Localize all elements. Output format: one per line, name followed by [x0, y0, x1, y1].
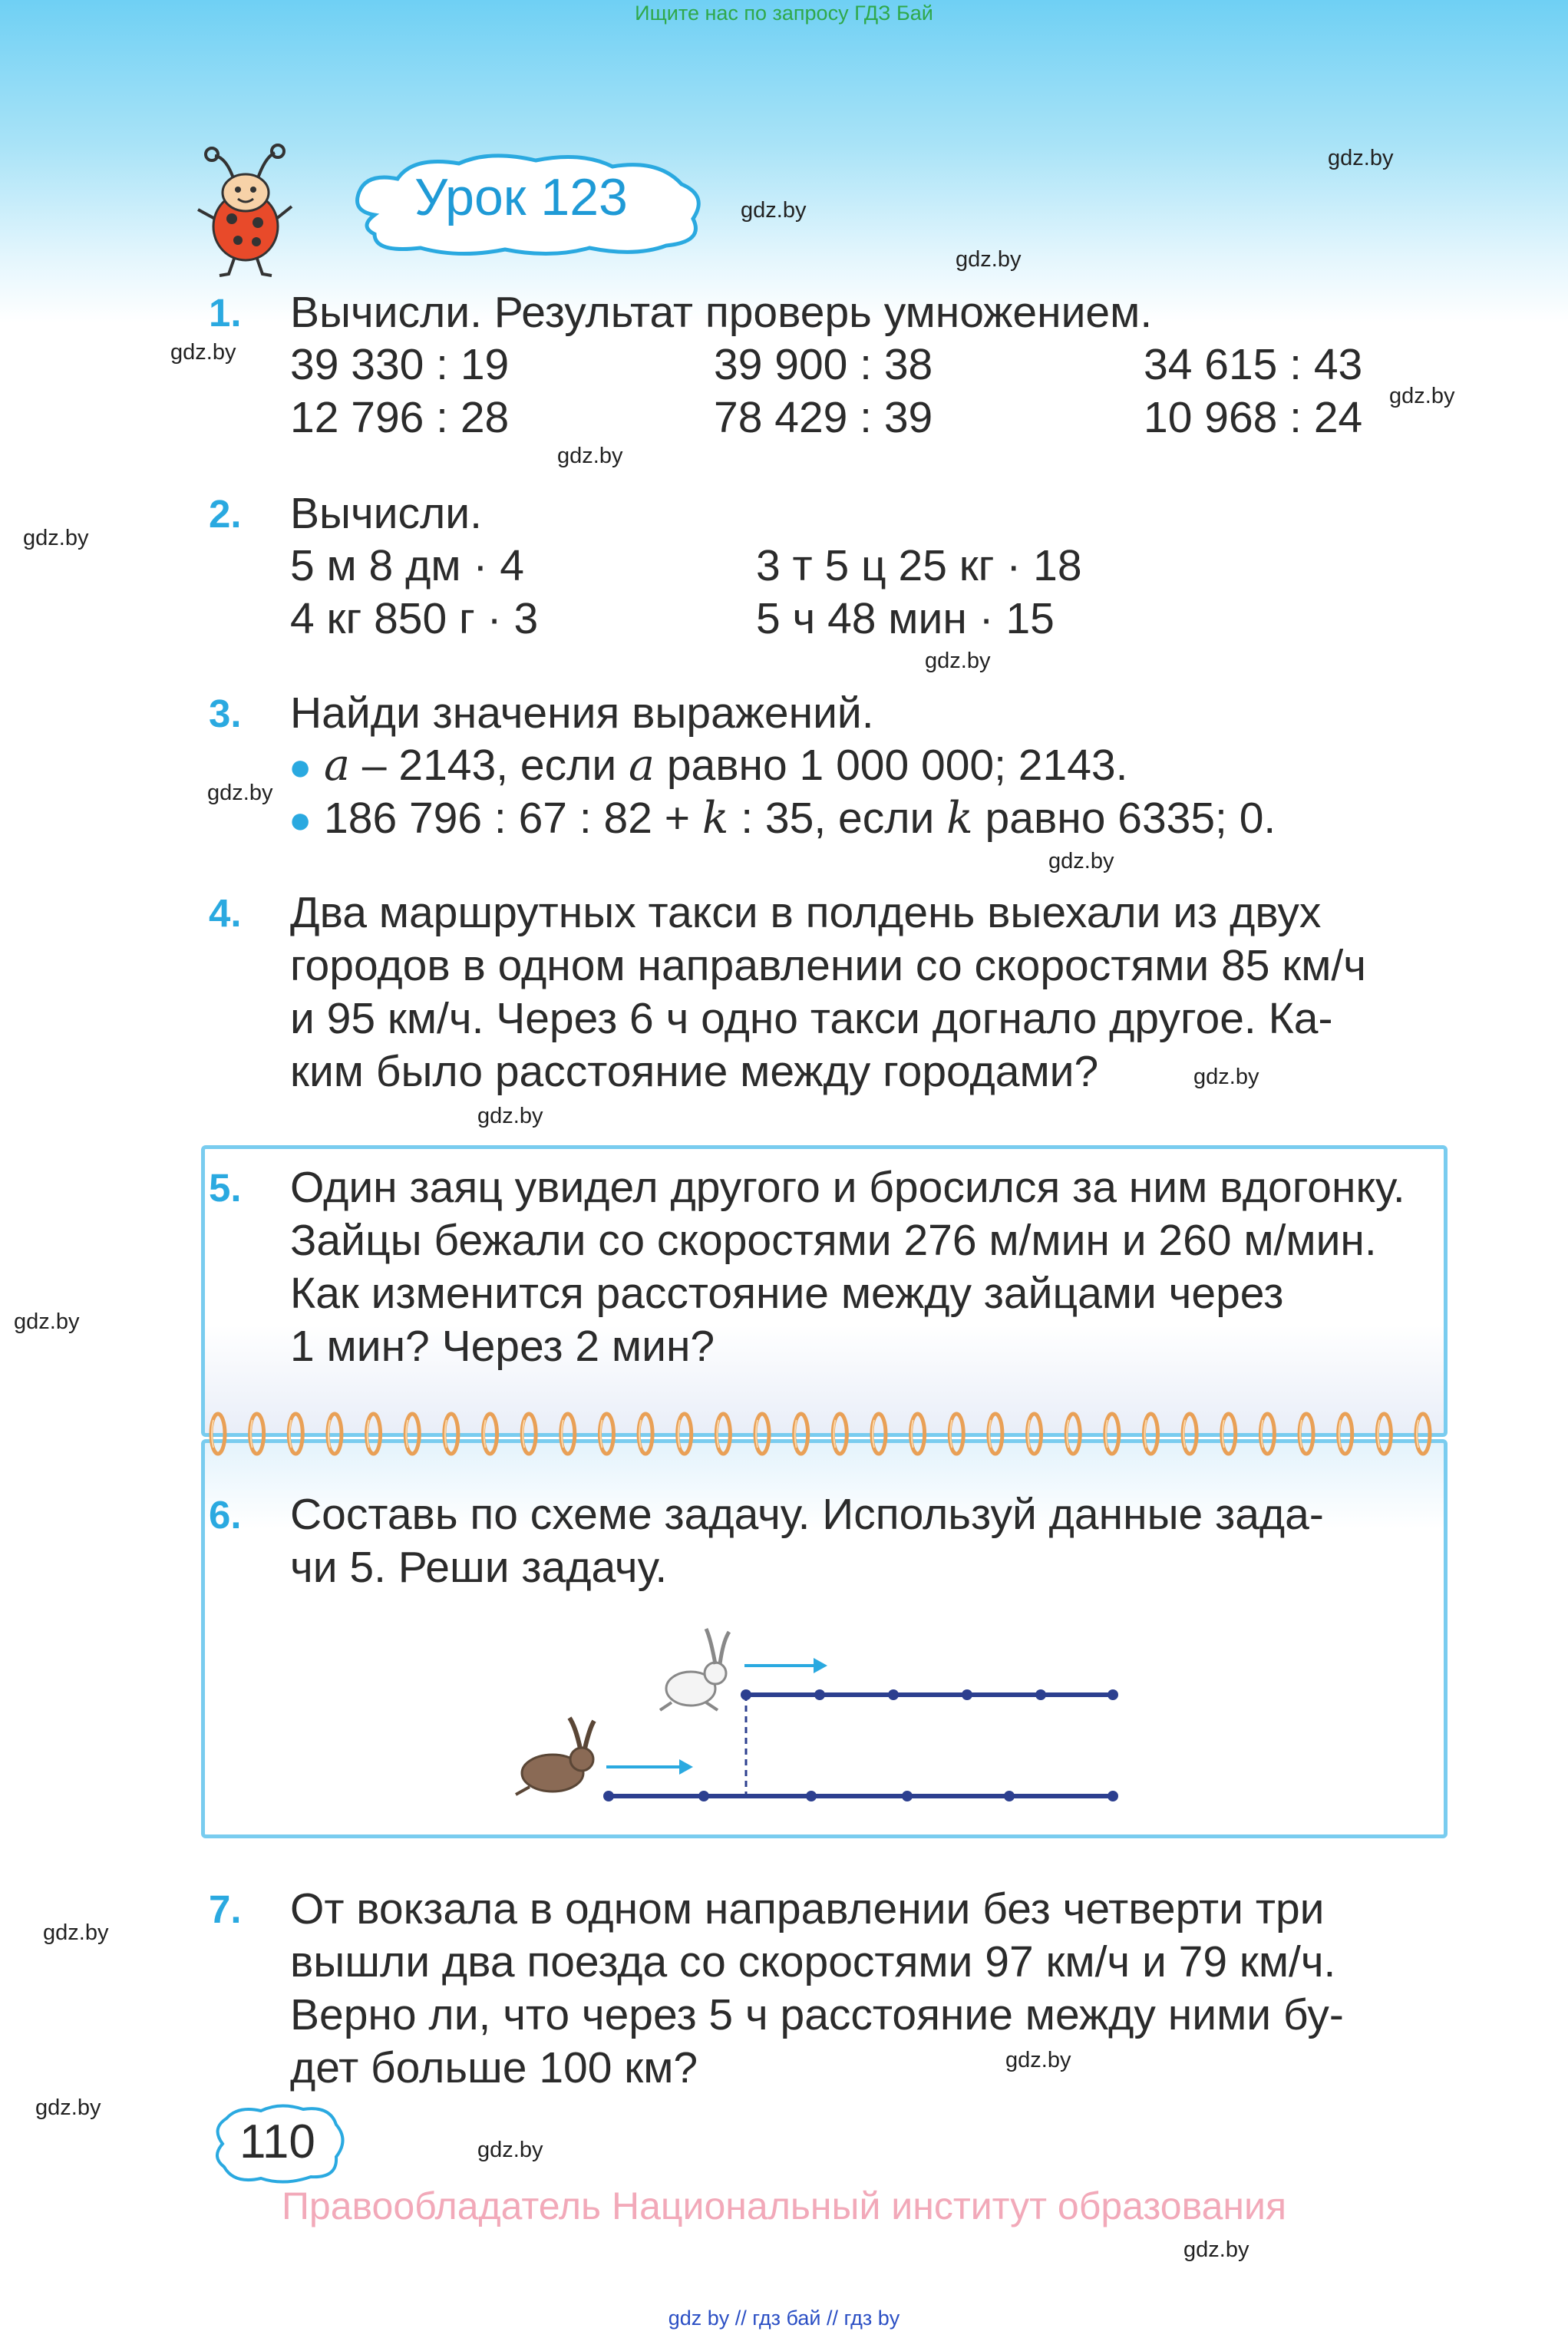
spiral-ring — [639, 1414, 652, 1454]
task-5-line: 1 мин? Через 2 мин? — [290, 1322, 715, 1371]
task-7-line: Верно ли, что через 5 ч расстояние между ними бу- — [290, 1990, 1344, 2039]
task-4-line: ким было расстояние между городами? — [290, 1047, 1099, 1096]
watermark: gdz.by — [956, 247, 1022, 272]
task-4-line: и 95 км/ч. Через 6 ч одно такси догнало другое. Ка- — [290, 994, 1333, 1043]
expr-part: равно 6335; 0. — [972, 794, 1276, 843]
task-6-line: чи 5. Реши задачу. — [290, 1543, 668, 1592]
task-1-expr: 12 796 : 28 — [290, 393, 510, 442]
top-path-point — [1035, 1689, 1046, 1700]
watermark: gdz.by — [14, 1309, 80, 1334]
task-2-expr: 5 ч 48 мин · 15 — [756, 594, 1055, 643]
task-4-line: Два маршрутных такси в полдень выехали из двух — [290, 888, 1322, 937]
watermark: gdz.by — [925, 649, 991, 673]
task-7-line: От вокзала в одном направлении без четверти три — [290, 1884, 1325, 1933]
watermark: gdz.by — [477, 2138, 543, 2162]
spiral-ring — [444, 1414, 458, 1454]
bottom-site-note[interactable]: gdz by // гдз бай // гдз by — [668, 2307, 900, 2330]
spiral-ring — [1339, 1414, 1352, 1454]
task-7-line: вышли два поезда со скоростями 97 км/ч и 79 км/ч. — [290, 1937, 1336, 1986]
watermark: gdz.by — [557, 444, 623, 468]
top-path-point — [962, 1689, 972, 1700]
task-3-bullet-1 — [289, 740, 1127, 791]
watermark: gdz.by — [1048, 849, 1114, 873]
task-5-line: Как изменится расстояние между зайцами через — [290, 1269, 1284, 1318]
task-2-text: Вычисли. — [290, 489, 482, 538]
watermark: gdz.by — [23, 526, 89, 550]
spiral-ring — [1377, 1414, 1391, 1454]
spiral-ring — [949, 1414, 963, 1454]
task-3-number: 3. — [209, 692, 242, 735]
spiral-ring — [716, 1414, 730, 1454]
spiral-ring — [755, 1414, 769, 1454]
spiral-ring — [289, 1414, 302, 1454]
bullet-icon: ● — [289, 798, 312, 841]
bottom-path-point — [806, 1791, 817, 1801]
brown-hare-icon — [516, 1718, 594, 1795]
bottom-path-point — [1108, 1791, 1118, 1801]
task-1-number: 1. — [209, 291, 242, 335]
bottom-speed-arrow-icon — [606, 1759, 693, 1775]
watermark: gdz.by — [1389, 384, 1455, 408]
task-2-number: 2. — [209, 492, 242, 536]
bottom-path-point — [698, 1791, 709, 1801]
spiral-ring — [989, 1414, 1002, 1454]
task-1-expr: 39 900 : 38 — [714, 340, 933, 389]
spiral-ring — [1066, 1414, 1080, 1454]
lesson-title: Урок 123 — [414, 168, 628, 226]
watermark: gdz.by — [170, 340, 236, 365]
watermark: gdz.by — [1005, 2048, 1071, 2072]
task-4-number: 4. — [209, 891, 242, 935]
top-path-point — [1108, 1689, 1118, 1700]
ladybug-mascot-icon — [192, 142, 299, 280]
top-search-note: Ищите нас по запросу ГДЗ Бай — [635, 2, 933, 25]
task-7-number: 7. — [209, 1887, 242, 1931]
spiral-ring — [1260, 1414, 1274, 1454]
task-5-line: Один заяц увидел другого и бросился за ним вдогонку. — [290, 1163, 1405, 1212]
variable-k: k — [701, 793, 729, 844]
spiral-ring — [872, 1414, 886, 1454]
spiral-ring — [833, 1414, 847, 1454]
task-3-bullet-2 — [289, 793, 1276, 844]
top-path-point — [888, 1689, 899, 1700]
variable-a: a — [629, 740, 655, 791]
spiral-ring — [1183, 1414, 1197, 1454]
expr-part: равно 1 000 000; 2143. — [655, 741, 1128, 790]
expr-part: – 2143, если — [350, 741, 629, 790]
spiral-ring — [1416, 1414, 1430, 1454]
watermark: gdz.by — [1193, 1065, 1259, 1089]
watermark: gdz.by — [741, 198, 807, 223]
task-1-expr: 78 429 : 39 — [714, 393, 933, 442]
task-1-expr: 39 330 : 19 — [290, 340, 510, 389]
task-4-line: городов в одном направлении со скоростями 85 км/ч — [290, 941, 1366, 990]
spiral-ring — [250, 1414, 264, 1454]
expr-part: : 35, если — [728, 794, 947, 843]
bottom-path-point — [1004, 1791, 1015, 1801]
bottom-path-point — [603, 1791, 614, 1801]
spiral-ring — [1222, 1414, 1236, 1454]
task-1-expr: 34 615 : 43 — [1144, 340, 1363, 389]
top-path-point — [741, 1689, 751, 1700]
spiral-ring — [484, 1414, 497, 1454]
task-5-line: Зайцы бежали со скоростями 276 м/мин и 260 м/мин. — [290, 1216, 1377, 1265]
watermark: gdz.by — [477, 1104, 543, 1128]
spiral-ring — [367, 1414, 381, 1454]
top-speed-arrow-icon — [744, 1658, 827, 1673]
spiral-ring — [561, 1414, 575, 1454]
task-2-expr: 3 т 5 ц 25 кг · 18 — [756, 541, 1082, 590]
watermark: gdz.by — [207, 781, 273, 805]
task-6-number: 6. — [209, 1493, 242, 1537]
expr-part: 186 796 : 67 : 82 + — [324, 794, 702, 843]
spiral-ring — [1105, 1414, 1119, 1454]
spiral-ring — [328, 1414, 342, 1454]
spiral-ring — [1028, 1414, 1041, 1454]
watermark: gdz.by — [35, 2095, 101, 2120]
top-path-point — [814, 1689, 825, 1700]
watermark: gdz.by — [43, 1920, 109, 1945]
task-2-expr: 4 кг 850 г · 3 — [290, 594, 539, 643]
white-hare-icon — [660, 1629, 729, 1710]
page-number: 110 — [239, 2115, 315, 2168]
task-3-text: Найди значения выражений. — [290, 689, 874, 738]
watermark: gdz.by — [1183, 2237, 1249, 2262]
task-6-line: Составь по схеме задачу. Используй данные зада- — [290, 1490, 1324, 1539]
spiral-ring — [911, 1414, 925, 1454]
bottom-path-point — [902, 1791, 913, 1801]
spiral-ring — [211, 1414, 225, 1454]
task-1-text: Вычисли. Результат проверь умножением. — [290, 288, 1153, 337]
watermark: gdz.by — [1328, 146, 1394, 170]
spiral-ring — [794, 1414, 808, 1454]
task-5-number: 5. — [209, 1166, 242, 1210]
copyright-line: Правообладатель Национальный институт образования — [281, 2184, 1287, 2227]
task-1-expr: 10 968 : 24 — [1144, 393, 1363, 442]
spiral-ring — [678, 1414, 692, 1454]
bullet-icon: ● — [289, 745, 312, 788]
task-2-expr: 5 м 8 дм · 4 — [290, 541, 524, 590]
spiral-ring — [1144, 1414, 1157, 1454]
spiral-ring — [599, 1414, 613, 1454]
task-7-line: дет больше 100 км? — [290, 2043, 698, 2092]
spiral-ring — [1299, 1414, 1313, 1454]
motion-diagram — [499, 1597, 1190, 1827]
spiral-ring — [522, 1414, 536, 1454]
spiral-ring — [405, 1414, 419, 1454]
spiral-binding-icon — [201, 1403, 1440, 1465]
variable-a: a — [324, 740, 351, 791]
variable-k: k — [946, 793, 973, 844]
